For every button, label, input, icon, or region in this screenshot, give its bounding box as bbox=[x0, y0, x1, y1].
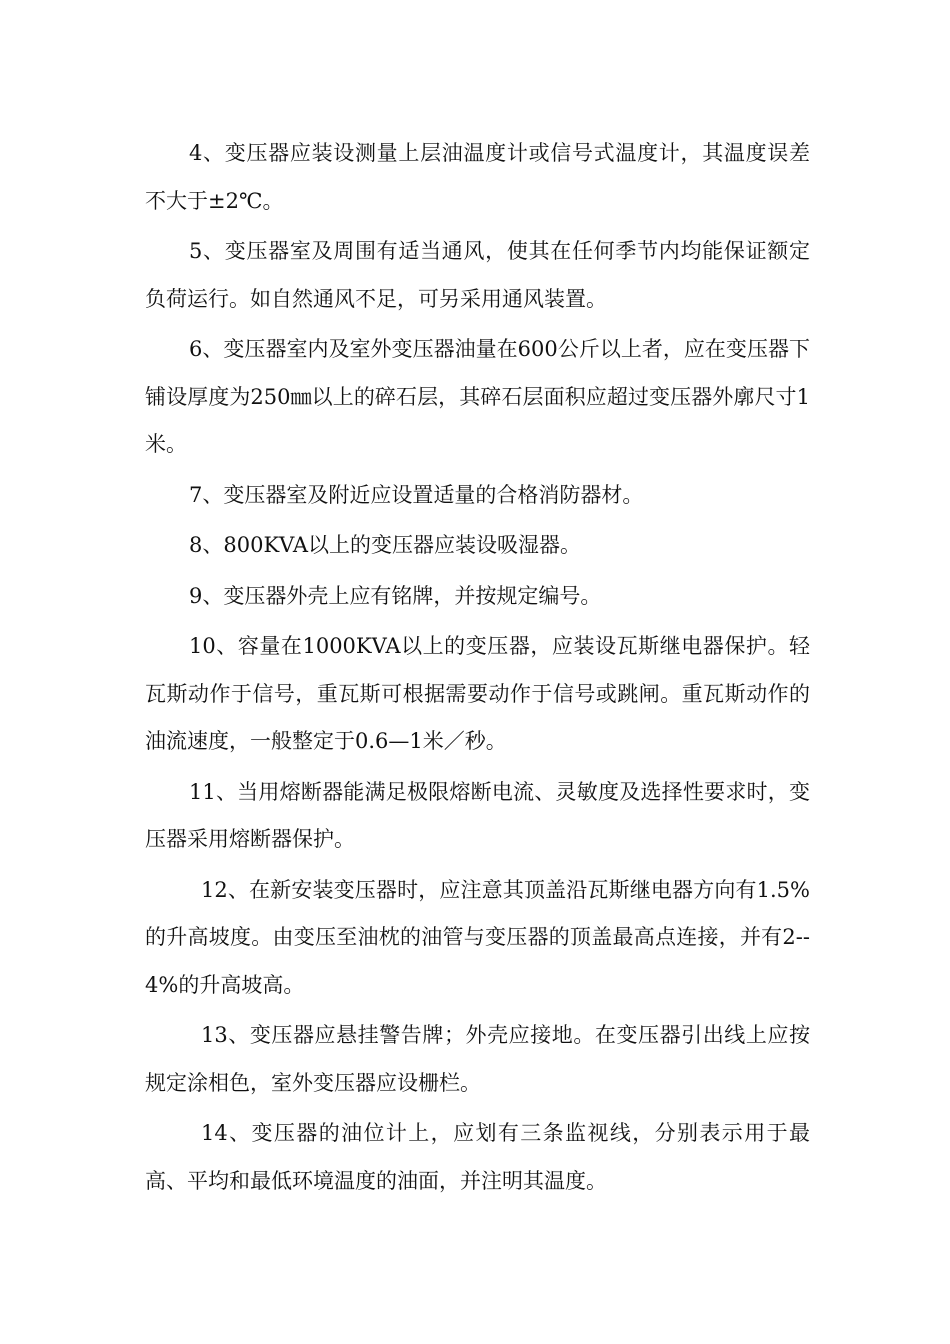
paragraph-item-9: 9、变压器外壳上应有铭牌，并按规定编号。 bbox=[189, 583, 602, 608]
paragraph-item-14: 14、变压器的油位计上，应划有三条监视线，分别表示用于最高、平均和最低环境温度的油面，并注明其温度。 bbox=[145, 1121, 810, 1193]
document-body bbox=[145, 130, 810, 1205]
paragraph-item-12: 12、在新安装变压器时，应注意其顶盖沿瓦斯继电器方向有1.5%的升高坡度。由变压至油枕的油管与变压器的顶盖最高点连接，并有2--4%的升高坡高。 bbox=[145, 877, 810, 997]
paragraph-item-6: 6、变压器室内及室外变压器油量在600公斤以上者，应在变压器下铺设厚度为250㎜以上的碎石层，其碎石层面积应超过变压器外廓尺寸1米。 bbox=[145, 337, 810, 456]
paragraph-item-5: 5、变压器室及周围有适当通风，使其在任何季节内均能保证额定负荷运行。如自然通风不足，可另采用通风装置。 bbox=[145, 239, 810, 311]
paragraph-item-11: 11、当用熔断器能满足极限熔断电流、灵敏度及选择性要求时，变压器采用熔断器保护。 bbox=[145, 779, 810, 851]
paragraph-item-10: 10、容量在1000KVA以上的变压器，应装设瓦斯继电器保护。轻瓦斯动作于信号，重瓦斯可根据需要动作于信号或跳闸。重瓦斯动作的油流速度，一般整定于0.6—1米／秒。 bbox=[145, 634, 810, 753]
paragraph-item-4: 4、变压器应装设测量上层油温度计或信号式温度计，其温度误差不大于±2℃。 bbox=[145, 141, 810, 213]
paragraph-item-8: 8、800KVA以上的变压器应装设吸湿器。 bbox=[189, 533, 582, 557]
paragraph-item-13: 13、变压器应悬挂警告牌；外壳应接地。在变压器引出线上应按规定涂相色，室外变压器应设栅栏。 bbox=[145, 1023, 810, 1095]
paragraph-item-7: 7、变压器室及附近应设置适量的合格消防器材。 bbox=[189, 482, 644, 507]
